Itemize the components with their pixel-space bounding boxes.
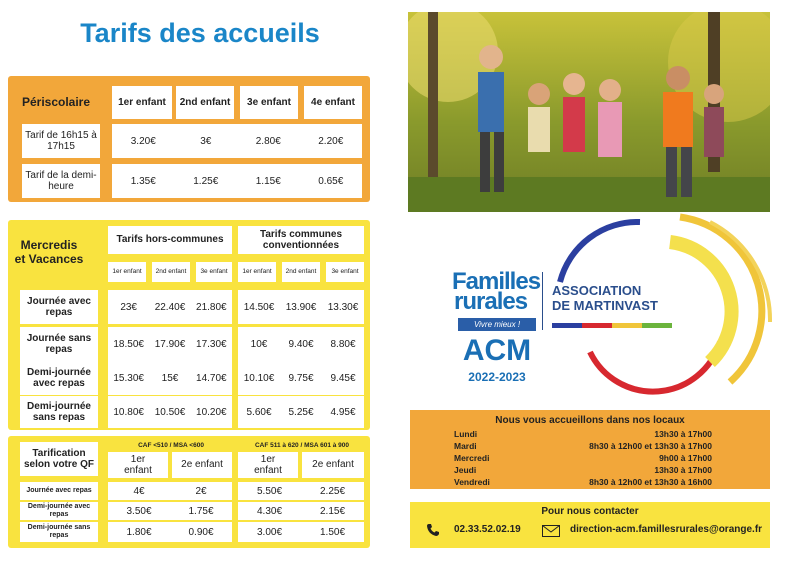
merc-r4-h3: 10.20€: [196, 406, 227, 418]
merc-r2-c3: 8.80€: [330, 338, 356, 350]
qf-r1-b1: 5.50€: [256, 485, 283, 497]
qf-r2-a1: 3.50€: [126, 505, 152, 517]
peri-r1-v4: 2.20€: [318, 135, 344, 147]
merc-r3-c3: 9.45€: [330, 372, 356, 384]
merc-r1-c1: 14.50€: [243, 301, 275, 313]
merc-r3-c2: 9.75€: [288, 372, 314, 384]
qf-group-b: CAF 511 à 620 / MSA 601 à 900: [254, 442, 350, 449]
schedule-day: Mardi: [454, 441, 477, 451]
merc-r4-c1: 5.60€: [246, 406, 272, 418]
merc-row1-hors: [108, 290, 232, 324]
merc-sub-5: 2nd enfant: [282, 262, 320, 282]
merc-sub-1: 1er enfant: [108, 262, 146, 282]
schedule-day: Mercredi: [454, 453, 490, 463]
qf-r3-b1: 3.00€: [256, 526, 283, 538]
merc-r3-h1: 15.30€: [113, 372, 144, 384]
schedule-row: [410, 428, 770, 440]
merc-sub-3: 3e enfant: [196, 262, 232, 282]
logo-slogan: Vivre mieux !: [458, 318, 536, 331]
schedule-hours: 8h30 à 12h00 et 13h30 à 17h00: [589, 441, 712, 451]
merc-r2-h1: 18.50€: [113, 338, 144, 350]
peri-r2-v4: 0.65€: [318, 175, 344, 187]
schedule-hours: 9h00 à 17h00: [659, 453, 712, 463]
acm-title: ACM: [462, 334, 532, 367]
qf-sub-4: 2e enfant: [302, 452, 364, 478]
schedule-day: Lundi: [454, 429, 478, 439]
schedule-title: Nous vous accueillons dans nos locaux: [495, 415, 685, 426]
qf-sub-1: 1er enfant: [108, 452, 168, 478]
association-name: DE MARTINVAST: [552, 298, 658, 313]
qf-r3-b2: 1.50€: [319, 526, 346, 538]
qf-row2-b: [238, 502, 364, 520]
merc-row4-label: Demi-journée sans repas: [20, 396, 98, 428]
schedule-panel: [410, 410, 770, 489]
merc-r2-h2: 17.90€: [154, 338, 186, 350]
association-label: ASSOCIATION: [552, 283, 642, 298]
merc-row4-conv: [238, 396, 364, 428]
email-address[interactable]: direction-acm.famillesrurales@orange.fr: [570, 524, 763, 535]
peri-r2-v1: 1.35€: [130, 175, 156, 187]
merc-row2-label: Journée sans repas: [20, 327, 98, 361]
schedule-row: [410, 452, 770, 464]
mercredis-group-hors: Tarifs hors-communes: [108, 226, 232, 254]
merc-r1-c2: 13.90€: [285, 301, 317, 313]
peri-header-3: 3e enfant: [240, 86, 298, 119]
qf-r3-a2: 0.90€: [188, 526, 214, 538]
contact-panel: [410, 502, 770, 548]
logo-divider: [542, 272, 543, 330]
merc-r3-h2: 15€: [161, 372, 179, 384]
qf-row2-a: [108, 502, 232, 520]
merc-row3-hors: [108, 361, 232, 395]
merc-r4-c3: 4.95€: [330, 406, 356, 418]
contact-title: Pour nous contacter: [541, 506, 639, 517]
children-playing-photo: [408, 12, 770, 212]
merc-r4-h1: 10.80€: [113, 406, 144, 418]
schedule-hours: 13h30 à 17h00: [654, 465, 712, 475]
merc-row2-hors: [108, 327, 232, 361]
merc-row3-conv: [238, 361, 364, 395]
schedule-row: [410, 440, 770, 452]
qf-row3-b: [238, 522, 364, 542]
peri-r2-v2: 1.25€: [193, 175, 219, 187]
qf-row1-a: [108, 482, 232, 500]
peri-header-2: 2nd enfant: [176, 86, 234, 119]
peri-row2-label: Tarif de la demi-heure: [22, 164, 100, 198]
qf-row1-b: [238, 482, 364, 500]
schedule-day: Jeudi: [454, 465, 477, 475]
peri-row2-values: [112, 164, 362, 198]
merc-r1-h1: 23€: [120, 301, 137, 313]
qf-label: Tarification selon votre QF: [20, 442, 98, 476]
merc-sub-6: 3e enfant: [326, 262, 364, 282]
peri-r2-v3: 1.15€: [255, 175, 281, 187]
qf-row3-a: [108, 522, 232, 542]
peri-r1-v2: 3€: [200, 135, 212, 147]
qf-group-a: CAF <510 / MSA <600: [138, 442, 204, 449]
logo-color-strip: [552, 323, 672, 328]
merc-r1-h2: 22.40€: [154, 301, 186, 313]
merc-r1-h3: 21.80€: [196, 301, 227, 313]
merc-sub-2: 2nd enfant: [152, 262, 190, 282]
schedule-hours: 8h30 à 12h00 et 13h30 à 16h00: [589, 477, 712, 487]
merc-row1-label: Journée avec repas: [20, 290, 98, 324]
logo-rurales: rurales: [454, 288, 528, 315]
merc-r4-h2: 10.50€: [154, 406, 186, 418]
merc-r3-c1: 10.10€: [243, 372, 275, 384]
merc-r4-c2: 5.25€: [288, 406, 314, 418]
schedule-row: [410, 476, 770, 488]
qf-r2-b1: 4.30€: [256, 505, 283, 517]
merc-r3-h3: 14.70€: [196, 372, 227, 384]
merc-row1-conv: [238, 290, 364, 324]
peri-row1-label: Tarif de 16h15 à 17h15: [22, 124, 100, 158]
phone-number[interactable]: 02.33.52.02.19: [454, 524, 521, 535]
schedule-day: Vendredi: [454, 477, 490, 487]
qf-sub-3: 1er enfant: [238, 452, 298, 478]
mail-icon: [542, 524, 560, 536]
qf-r1-a1: 4€: [133, 485, 145, 497]
merc-row3-label: Demi-journée avec repas: [20, 361, 98, 395]
merc-r2-c2: 9.40€: [288, 338, 314, 350]
qf-row3-label: Demi-journée sans repas: [20, 522, 98, 542]
schedule-row: [410, 464, 770, 476]
mercredis-label: Mercredis et Vacances: [14, 237, 84, 266]
peri-r1-v3: 2.80€: [255, 135, 281, 147]
peri-header-4: 4e enfant: [304, 86, 362, 119]
peri-r1-v1: 3.20€: [130, 135, 156, 147]
schedule-hours: 13h30 à 17h00: [654, 429, 712, 439]
qf-row2-label: Demi-journée avec repas: [20, 502, 98, 520]
qf-r2-a2: 1.75€: [188, 505, 214, 517]
merc-r2-h3: 17.30€: [196, 338, 227, 350]
peri-row1-values: [112, 124, 362, 158]
periscolaire-label: Périscolaire: [21, 94, 91, 109]
acm-years: 2022-2023: [468, 370, 526, 384]
merc-sub-4: 1er enfant: [238, 262, 276, 282]
mercredis-group-conv: Tarifs communes conventionnées: [238, 226, 364, 254]
qf-r1-b2: 2.25€: [319, 485, 346, 497]
logo-familles: Familles: [452, 268, 541, 295]
qf-sub-2: 2e enfant: [172, 452, 232, 478]
qf-r1-a2: 2€: [195, 485, 207, 497]
qf-r3-a1: 1.80€: [126, 526, 152, 538]
merc-r1-c3: 13.30€: [327, 301, 359, 313]
merc-row2-conv: [238, 327, 364, 361]
peri-header-1: 1er enfant: [112, 86, 172, 119]
phone-icon: [426, 523, 440, 537]
qf-row1-label: Journée avec repas: [20, 482, 98, 500]
page-title: Tarifs des accueils: [80, 18, 320, 48]
qf-r2-b2: 2.15€: [319, 505, 346, 517]
merc-row4-hors: [108, 396, 232, 428]
merc-r2-c1: 10€: [250, 338, 268, 350]
